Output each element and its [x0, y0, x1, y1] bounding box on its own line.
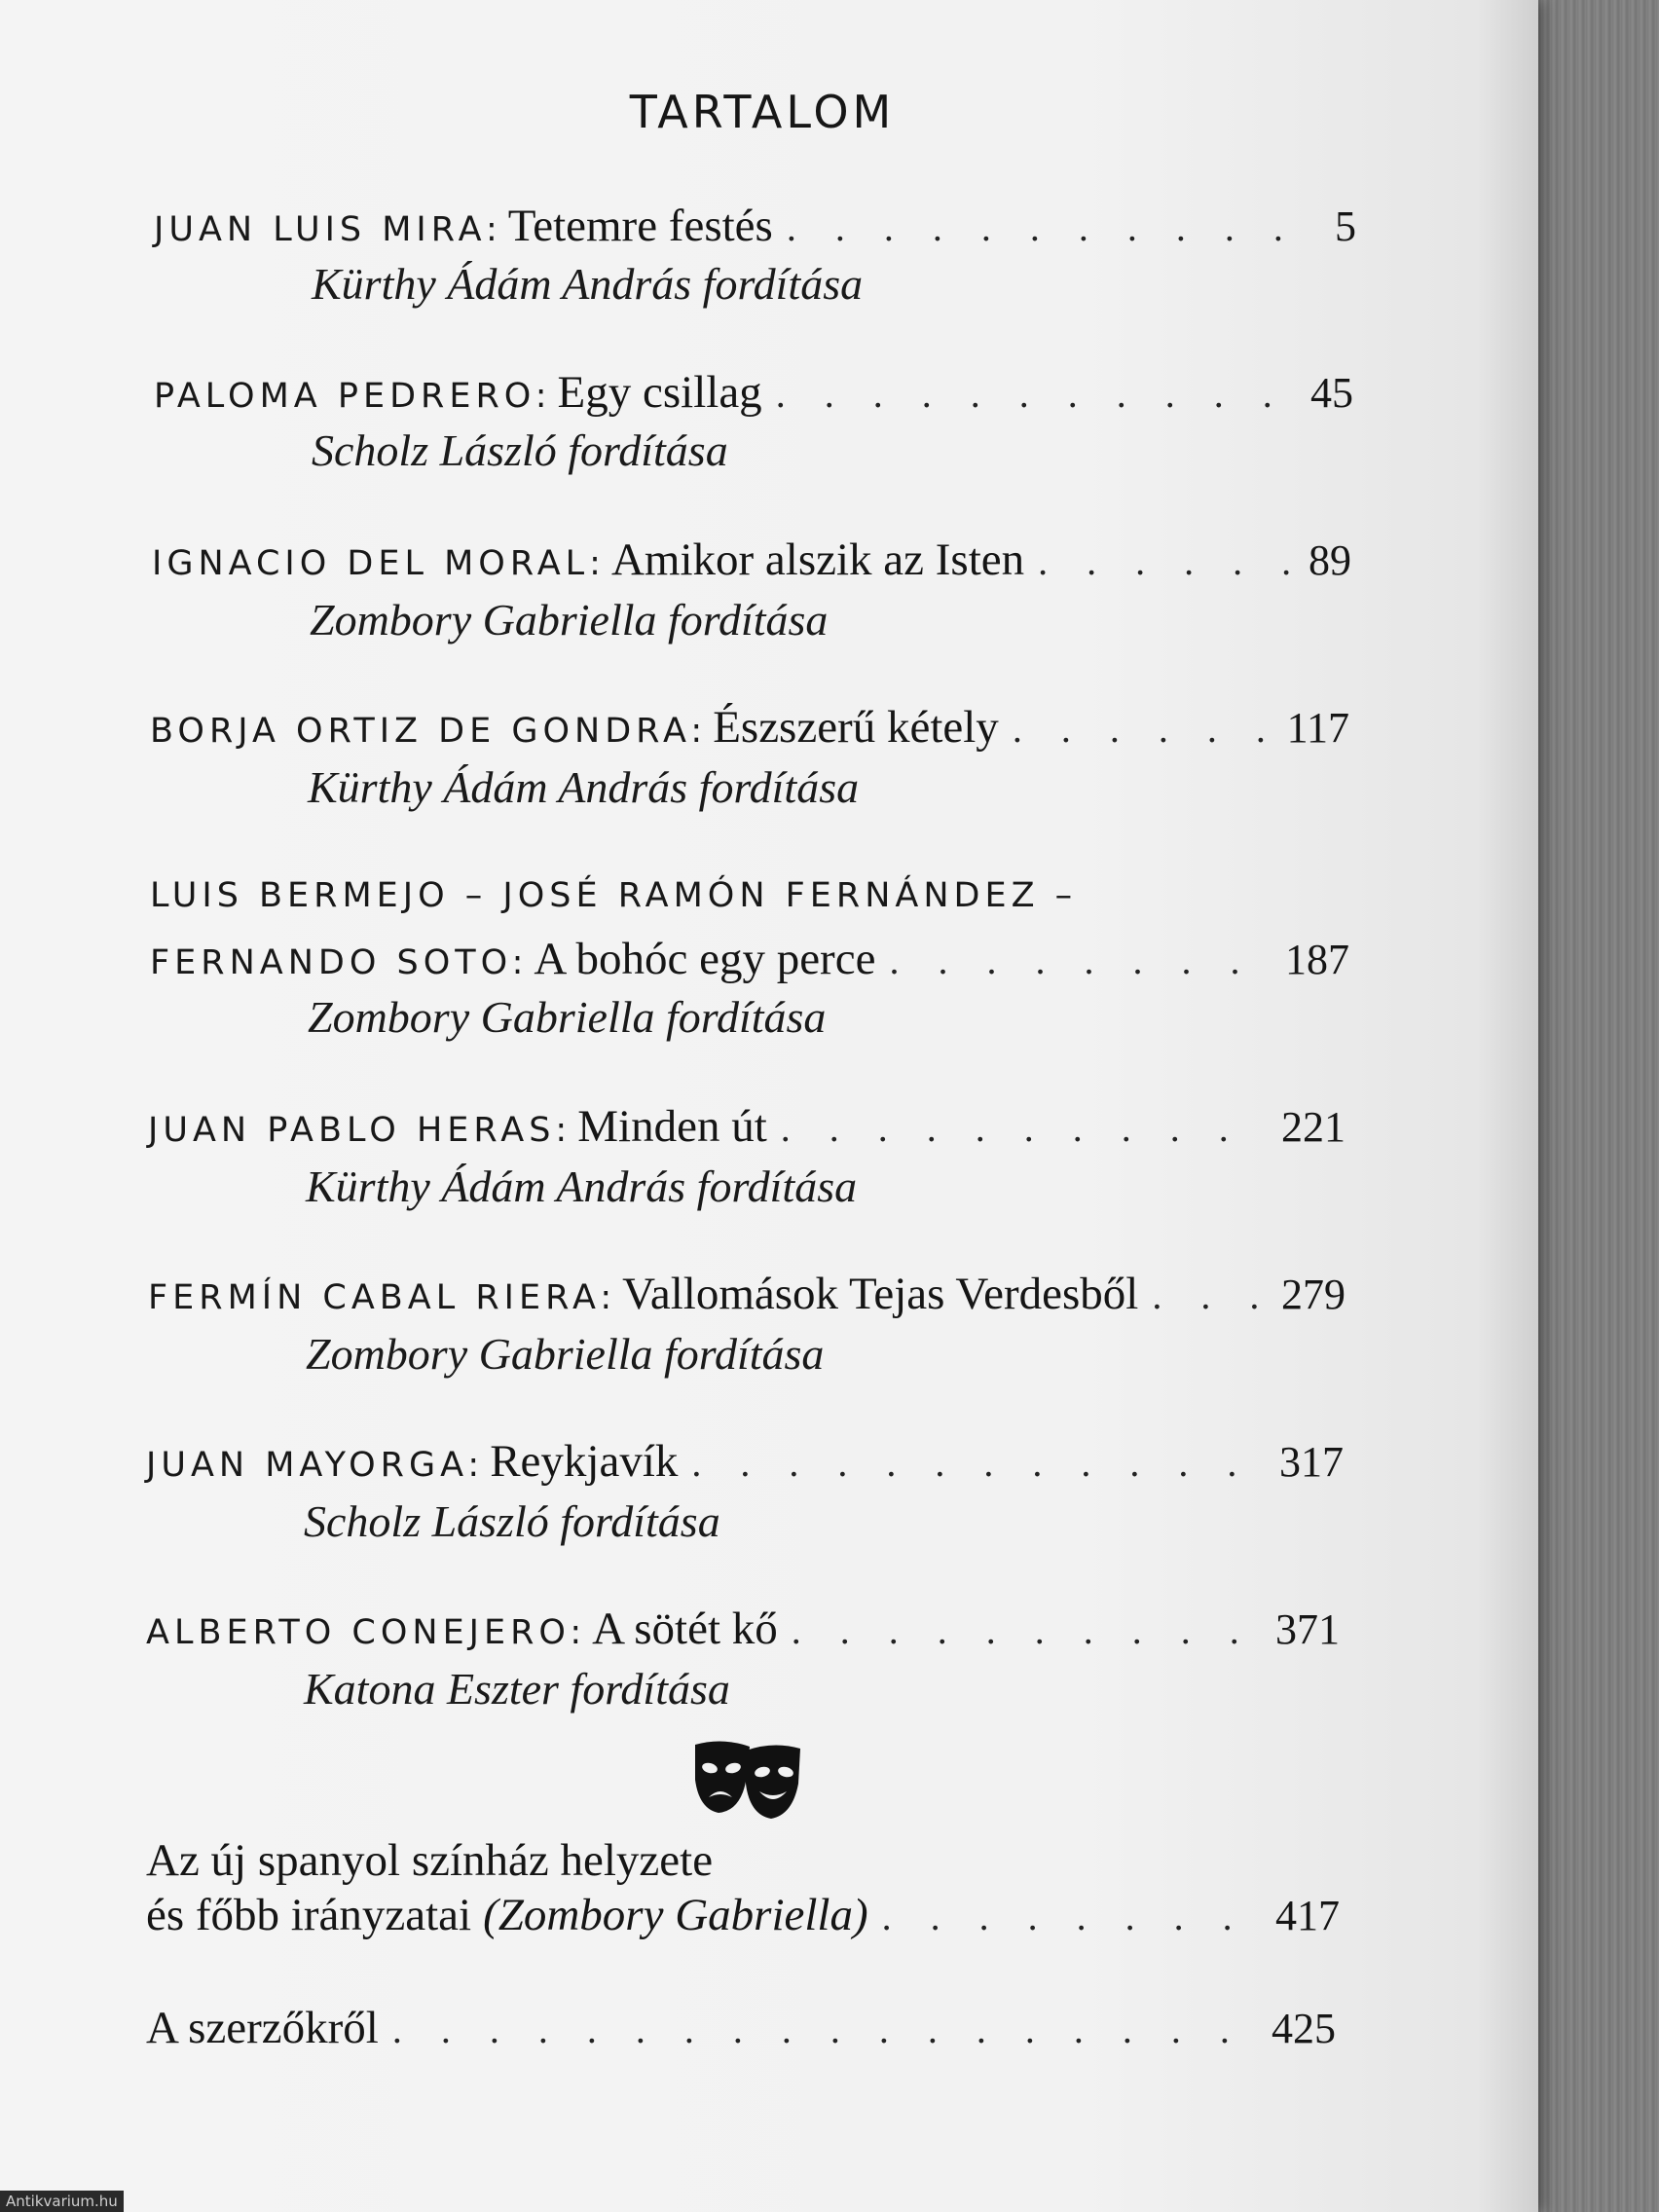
toc-essay-entry [146, 1834, 1340, 1951]
toc-entry-line [146, 1834, 1340, 1887]
entry-translator: Scholz László fordítása [312, 425, 728, 475]
dot-leader [776, 371, 1297, 417]
essay-author: (Zombory Gabriella) [483, 1890, 868, 1940]
entry-author: FERMÍN CABAL RIERA: [148, 1278, 617, 1317]
entry-author: BORJA ORTIZ DE GONDRA: [150, 712, 708, 751]
entry-title: Észszerű kétely [713, 702, 999, 753]
dot-leader [792, 1607, 1262, 1653]
entry-translator: Zombory Gabriella fordítása [306, 1329, 825, 1379]
entry-translator: Katona Eszter fordítása [304, 1664, 730, 1714]
toc-entry-line [146, 1435, 1344, 1488]
entry-page-number: 425 [1272, 2005, 1336, 2052]
entry-title: A bohóc egy perce [534, 934, 876, 984]
entry-page-number: 417 [1275, 1892, 1340, 1939]
entry-translator: Scholz László fordítása [304, 1496, 720, 1546]
entry-author: PALOMA PEDRERO: [154, 377, 552, 416]
entry-page-number: 117 [1286, 704, 1349, 752]
entry-translator: Kürthy Ádám András fordítása [312, 259, 864, 309]
toc-authors-entry [146, 2002, 1336, 2060]
dot-leader [781, 1105, 1268, 1151]
toc-entry [146, 1435, 1344, 1552]
entry-author: JUAN LUIS MIRA: [154, 210, 502, 249]
toc-entry-line [150, 876, 1349, 915]
entry-author-line1: LUIS BERMEJO – JOSÉ RAMÓN FERNÁNDEZ – [150, 876, 1078, 915]
toc-entry-line [150, 701, 1349, 754]
entry-title: A sötét kő [592, 1604, 778, 1654]
entry-page-number: 89 [1309, 536, 1351, 584]
toc-entry-line [150, 933, 1349, 985]
essay-title-line2: és főbb irányzatai [146, 1890, 472, 1940]
entry-translator: Kürthy Ádám András fordítása [306, 1161, 858, 1211]
toc-entry [154, 200, 1356, 316]
dot-leader [882, 1894, 1262, 1939]
dot-leader [392, 2007, 1258, 2052]
entry-author: ALBERTO CONEJERO: [146, 1613, 587, 1652]
entry-translator: Kürthy Ádám András fordítása [308, 762, 860, 812]
toc-entry-line [146, 1603, 1340, 1655]
entry-author: JUAN PABLO HERAS: [148, 1111, 572, 1150]
book-page-edges [1525, 0, 1659, 2212]
entry-title: Reykjavík [490, 1436, 679, 1487]
entry-author: IGNACIO DEL MORAL: [152, 544, 606, 583]
dot-leader [691, 1440, 1266, 1486]
entry-page-number: 5 [1335, 203, 1356, 250]
entry-author: JUAN MAYORGA: [146, 1446, 485, 1485]
toc-entry [152, 534, 1351, 650]
entry-page-number: 279 [1281, 1271, 1346, 1318]
dot-leader [1152, 1272, 1268, 1318]
entry-title: Vallomások Tejas Verdesből [622, 1269, 1139, 1319]
toc-entry [150, 876, 1349, 1051]
entry-page-number: 187 [1285, 936, 1349, 983]
authors-section-title: A szerzőkről [146, 2003, 379, 2053]
dot-leader [889, 938, 1272, 983]
essay-title-line1: Az új spanyol színház helyzete [146, 1835, 714, 1886]
entry-page-number: 221 [1281, 1103, 1346, 1151]
toc-entry [150, 701, 1349, 818]
toc-entry-line [154, 366, 1353, 419]
toc-entry [154, 366, 1353, 483]
toc-entry-line [154, 200, 1356, 252]
dot-leader [1038, 538, 1295, 584]
entry-translator: Zombory Gabriella fordítása [308, 992, 827, 1042]
entry-title: Tetemre festés [507, 201, 773, 251]
dot-leader [787, 204, 1321, 250]
dot-leader [1013, 706, 1273, 752]
toc-entry [148, 1100, 1346, 1217]
toc-entry-line [146, 1889, 1340, 1941]
toc-entry-line [148, 1268, 1346, 1320]
toc-entry-line [152, 534, 1351, 586]
entry-page-number: 45 [1310, 369, 1353, 417]
entry-title: Minden út [577, 1101, 767, 1152]
watermark-label: Antikvarium.hu [0, 2191, 124, 2212]
entry-translator: Zombory Gabriella fordítása [310, 595, 829, 645]
entry-author: FERNANDO SOTO: [150, 943, 529, 982]
toc-entry-line [146, 2002, 1336, 2054]
entry-page-number: 371 [1275, 1605, 1340, 1653]
theatre-masks-icon [689, 1735, 806, 1826]
toc-entry [148, 1268, 1346, 1384]
page-title: TARTALOM [629, 86, 896, 138]
entry-title: Egy csillag [557, 367, 762, 418]
entry-title: Amikor alszik az Isten [610, 535, 1025, 585]
toc-entry [146, 1603, 1340, 1719]
entry-page-number: 317 [1279, 1438, 1344, 1486]
toc-entry-line [148, 1100, 1346, 1153]
